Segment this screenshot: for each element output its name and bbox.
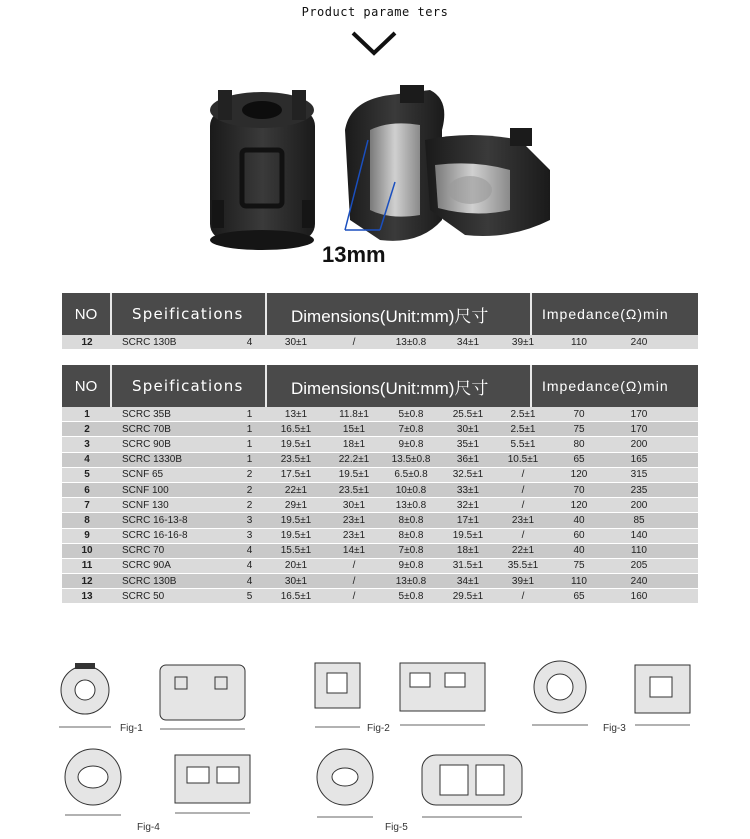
cell-spec: SCNF 130 bbox=[122, 499, 169, 511]
cell-e: / bbox=[521, 469, 525, 481]
cell-spec: SCRC 130B bbox=[122, 336, 177, 348]
cell-e: 2.5±1 bbox=[510, 408, 536, 420]
cell-a: 20±1 bbox=[284, 560, 308, 572]
header-dimensions: Dimensions(Unit:mm)尺寸 bbox=[267, 365, 532, 407]
table-row bbox=[62, 544, 698, 559]
cell-f: 40 bbox=[573, 514, 585, 526]
cell-b: / bbox=[352, 336, 356, 348]
cell-spec: SCRC 90A bbox=[122, 560, 171, 572]
fig-label: Fig-1 bbox=[120, 723, 143, 734]
cell-spec: SCRC 90B bbox=[122, 438, 171, 450]
cell-a: 19.5±1 bbox=[280, 514, 312, 526]
fig-label: Fig-5 bbox=[385, 822, 408, 833]
cell-a: 29±1 bbox=[284, 499, 308, 511]
cell-a: 15.5±1 bbox=[280, 545, 312, 557]
cell-d: 31.5±1 bbox=[452, 560, 484, 572]
header-impedance: Impedance(Ω)min bbox=[542, 378, 669, 394]
cell-e: 10.5±1 bbox=[507, 454, 539, 466]
cell-no: 1 bbox=[84, 408, 90, 420]
cell-d: 32±1 bbox=[456, 499, 480, 511]
cell-f: 120 bbox=[570, 469, 588, 481]
cell-c: 13±0.8 bbox=[395, 336, 427, 348]
fig-2-drawing bbox=[305, 655, 495, 735]
cell-q: 1 bbox=[246, 454, 253, 466]
cell-c: 13.5±0.8 bbox=[391, 454, 431, 466]
table-row bbox=[62, 574, 698, 589]
cell-f: 70 bbox=[573, 408, 585, 420]
header-spec: Speifications bbox=[112, 365, 267, 407]
cell-f: 75 bbox=[573, 423, 585, 435]
table-header bbox=[62, 365, 698, 407]
table-row bbox=[62, 513, 698, 528]
cell-no: 4 bbox=[84, 454, 90, 466]
cell-a: 23.5±1 bbox=[280, 454, 312, 466]
cell-e: 39±1 bbox=[511, 575, 535, 587]
cell-e: / bbox=[521, 499, 525, 511]
cell-spec: SCNF 100 bbox=[122, 484, 169, 496]
cell-a: 16.5±1 bbox=[280, 590, 312, 602]
cell-q: 3 bbox=[246, 514, 253, 526]
fig-label: Fig-3 bbox=[603, 723, 626, 734]
cell-q: 5 bbox=[246, 590, 253, 602]
cell-q: 2 bbox=[246, 484, 253, 496]
table-row bbox=[62, 559, 698, 574]
table-row bbox=[62, 589, 698, 604]
cell-a: 19.5±1 bbox=[280, 530, 312, 542]
cell-no: 13 bbox=[81, 590, 93, 602]
technical-drawings bbox=[55, 655, 705, 835]
cell-spec: SCNF 65 bbox=[122, 469, 164, 481]
cell-e: 39±1 bbox=[511, 336, 535, 348]
cell-no: 7 bbox=[84, 499, 90, 511]
cell-a: 13±1 bbox=[284, 408, 308, 420]
page-title: Product parame ters bbox=[301, 5, 449, 19]
cell-no: 3 bbox=[84, 438, 90, 450]
cell-spec: SCRC 35B bbox=[122, 408, 171, 420]
cell-e: / bbox=[521, 590, 525, 602]
cell-a: 30±1 bbox=[284, 336, 308, 348]
header-dimensions: Dimensions(Unit:mm)尺寸 bbox=[267, 293, 532, 335]
fig-1-drawing bbox=[55, 655, 260, 735]
cell-no: 11 bbox=[81, 560, 93, 572]
cell-d: 36±1 bbox=[456, 454, 480, 466]
fig-label: Fig-2 bbox=[367, 723, 390, 734]
cell-g: 315 bbox=[630, 469, 648, 481]
cell-b: 11.8±1 bbox=[339, 408, 369, 420]
cell-f: 70 bbox=[573, 484, 585, 496]
cell-c: 5±0.8 bbox=[398, 408, 424, 420]
fig-label: Fig-4 bbox=[137, 822, 160, 833]
cell-c: 8±0.8 bbox=[398, 530, 424, 542]
cell-q: 4 bbox=[246, 545, 253, 557]
cell-c: 7±0.8 bbox=[398, 423, 424, 435]
cell-q: 1 bbox=[246, 438, 253, 450]
dimension-label: 13mm bbox=[322, 242, 386, 267]
table-body bbox=[62, 407, 698, 604]
cell-e: / bbox=[521, 484, 525, 496]
cell-no: 12 bbox=[81, 336, 93, 348]
cell-d: 30±1 bbox=[456, 423, 480, 435]
header-impedance: Impedance(Ω)min bbox=[542, 306, 669, 322]
cell-no: 10 bbox=[81, 545, 93, 557]
cell-a: 19.5±1 bbox=[280, 438, 312, 450]
cell-c: 13±0.8 bbox=[395, 499, 427, 511]
cell-no: 8 bbox=[84, 514, 90, 526]
cell-f: 40 bbox=[573, 545, 585, 557]
table-row bbox=[62, 498, 698, 513]
cell-g: 165 bbox=[630, 454, 648, 466]
cell-q: 4 bbox=[246, 575, 253, 587]
cell-d: 19.5±1 bbox=[452, 530, 484, 542]
cell-g: 200 bbox=[630, 499, 648, 511]
cell-b: / bbox=[352, 560, 356, 572]
spec-table bbox=[62, 365, 698, 604]
cell-d: 25.5±1 bbox=[452, 408, 484, 420]
cell-f: 110 bbox=[571, 575, 587, 587]
cell-b: / bbox=[352, 590, 356, 602]
table-row bbox=[62, 453, 698, 468]
cell-e: 22±1 bbox=[511, 545, 535, 557]
spec-table-excerpt bbox=[62, 293, 698, 350]
cell-spec: SCRC 50 bbox=[122, 590, 165, 602]
cell-e: 5.5±1 bbox=[510, 438, 536, 450]
cell-b: 23±1 bbox=[342, 514, 366, 526]
cell-f: 120 bbox=[570, 499, 588, 511]
cell-d: 32.5±1 bbox=[452, 469, 484, 481]
cell-e: 23±1 bbox=[511, 514, 535, 526]
cell-f: 110 bbox=[571, 336, 587, 348]
fig-4-drawing bbox=[55, 747, 260, 832]
cell-q: 4 bbox=[246, 336, 253, 348]
closed-core-image bbox=[210, 90, 315, 250]
table-row bbox=[62, 483, 698, 498]
cell-g: 240 bbox=[630, 336, 648, 348]
cell-c: 13±0.8 bbox=[395, 575, 427, 587]
cell-g: 200 bbox=[630, 438, 648, 450]
cell-d: 35±1 bbox=[456, 438, 480, 450]
cell-b: / bbox=[352, 575, 356, 587]
cell-no: 6 bbox=[84, 484, 90, 496]
cell-b: 18±1 bbox=[342, 438, 366, 450]
table-header bbox=[62, 293, 698, 335]
cell-a: 22±1 bbox=[284, 484, 308, 496]
cell-g: 160 bbox=[630, 590, 648, 602]
table-row bbox=[62, 335, 698, 350]
table-row bbox=[62, 407, 698, 422]
cell-d: 17±1 bbox=[456, 514, 480, 526]
cell-g: 240 bbox=[630, 575, 648, 587]
cell-e: 35.5±1 bbox=[507, 560, 539, 572]
cell-no: 2 bbox=[84, 423, 90, 435]
cell-b: 22.2±1 bbox=[338, 454, 370, 466]
table-row bbox=[62, 468, 698, 483]
cell-spec: SCRC 130B bbox=[122, 575, 177, 587]
header-no: NO bbox=[62, 365, 112, 407]
cell-f: 60 bbox=[573, 530, 585, 542]
table-body bbox=[62, 335, 698, 350]
header-no: NO bbox=[62, 293, 112, 335]
cell-a: 30±1 bbox=[284, 575, 308, 587]
cell-spec: SCRC 16-13-8 bbox=[122, 514, 188, 526]
cell-d: 18±1 bbox=[456, 545, 480, 557]
cell-no: 5 bbox=[84, 469, 90, 481]
cell-g: 170 bbox=[630, 423, 648, 435]
cell-no: 9 bbox=[84, 530, 90, 542]
cell-g: 235 bbox=[630, 484, 648, 496]
cell-d: 34±1 bbox=[456, 336, 480, 348]
cell-b: 15±1 bbox=[342, 423, 366, 435]
cell-f: 75 bbox=[573, 560, 585, 572]
header-spec: Speifications bbox=[112, 293, 267, 335]
open-core-image bbox=[345, 85, 550, 241]
table-row bbox=[62, 437, 698, 452]
cell-d: 33±1 bbox=[456, 484, 480, 496]
cell-b: 19.5±1 bbox=[338, 469, 370, 481]
cell-g: 205 bbox=[630, 560, 648, 572]
cell-f: 65 bbox=[573, 454, 585, 466]
cell-a: 16.5±1 bbox=[280, 423, 312, 435]
cell-no: 12 bbox=[81, 575, 93, 587]
cell-q: 3 bbox=[246, 530, 253, 542]
cell-c: 5±0.8 bbox=[398, 590, 424, 602]
cell-e: / bbox=[521, 530, 525, 542]
cell-q: 4 bbox=[246, 560, 253, 572]
cell-g: 110 bbox=[631, 545, 647, 557]
fig-5-drawing bbox=[310, 747, 530, 832]
cell-g: 140 bbox=[630, 530, 648, 542]
cell-d: 29.5±1 bbox=[452, 590, 484, 602]
cell-spec: SCRC 70 bbox=[122, 545, 165, 557]
cell-c: 10±0.8 bbox=[395, 484, 427, 496]
cell-b: 30±1 bbox=[342, 499, 366, 511]
cell-spec: SCRC 16-16-8 bbox=[122, 530, 188, 542]
table-row bbox=[62, 422, 698, 437]
cell-b: 23±1 bbox=[342, 530, 366, 542]
cell-c: 8±0.8 bbox=[398, 514, 424, 526]
cell-g: 170 bbox=[630, 408, 648, 420]
cell-b: 14±1 bbox=[342, 545, 366, 557]
cell-c: 7±0.8 bbox=[398, 545, 424, 557]
cell-q: 1 bbox=[246, 423, 253, 435]
cell-q: 2 bbox=[246, 469, 253, 481]
cell-f: 80 bbox=[573, 438, 585, 450]
chevron-down-icon bbox=[350, 30, 398, 56]
cell-c: 9±0.8 bbox=[398, 560, 424, 572]
cell-f: 65 bbox=[573, 590, 585, 602]
cell-e: 2.5±1 bbox=[510, 423, 536, 435]
cell-q: 1 bbox=[246, 408, 253, 420]
cell-b: 23.5±1 bbox=[338, 484, 370, 496]
cell-spec: SCRC 70B bbox=[122, 423, 171, 435]
cell-a: 17.5±1 bbox=[280, 469, 312, 481]
cell-q: 2 bbox=[246, 499, 253, 511]
cell-c: 6.5±0.8 bbox=[394, 469, 428, 481]
cell-g: 85 bbox=[633, 514, 645, 526]
cell-c: 9±0.8 bbox=[398, 438, 424, 450]
table-row bbox=[62, 529, 698, 544]
cell-spec: SCRC 1330B bbox=[122, 454, 183, 466]
cell-d: 34±1 bbox=[456, 575, 480, 587]
